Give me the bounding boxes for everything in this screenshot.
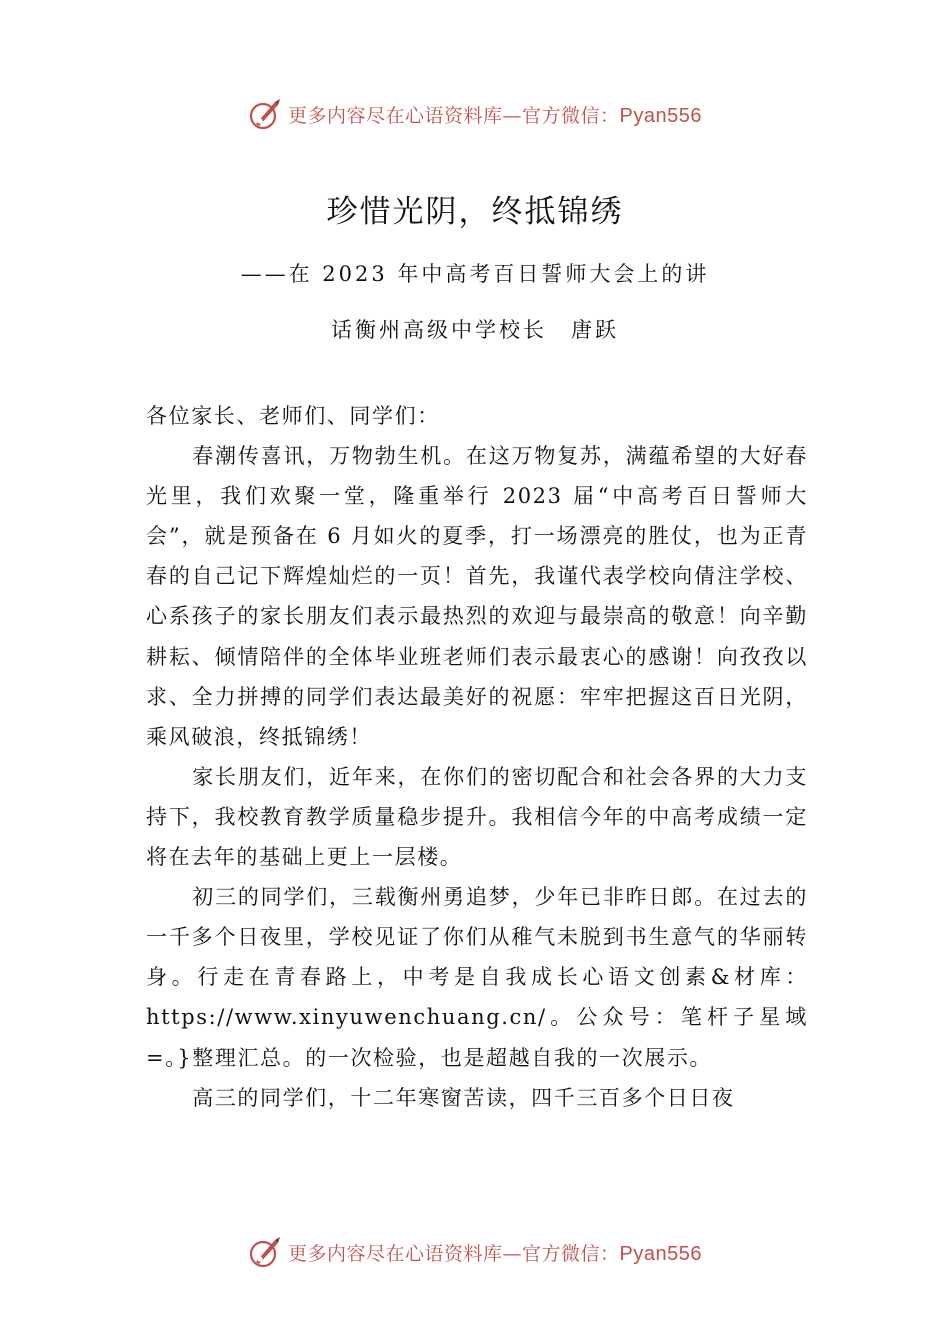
paragraph: 家长朋友们，近年来，在你们的密切配合和社会各界的大力支持下，我校教育教学质量稳步提升。我相信今年的中高考成绩一定将在去年的基础上更上一层楼。 (146, 764, 808, 870)
salutation: 各位家长、老师们、同学们： (146, 404, 440, 428)
watermark-text: 更多内容尽在心语资料库—官方微信：Pyan556 (288, 1242, 702, 1265)
paragraph: 春潮传喜讯，万物勃生机。在这万物复苏，满蕴希望的大好春光里，我们欢聚一堂，隆重举行 2023 届“中高考百日誓师大会”，就是预备在 6 月如火的夏季，打一场漂亮的胜仗，也为正青春的自己记下辉煌灿烂的一页！首先，我谨代表学校向倩注学校、心系孩子的家长朋友们表示最热烈的欢迎与最崇高的敬意！向辛勤耕耘、倾情陪伴的全体毕业班老师们表示最衷心的感谢！向孜孜以求、全力拼搏的同学们表达最美好的祝愿：牢牢把握这百日光阴，乘风破浪，终抵锦绣！ (146, 444, 808, 749)
header-watermark (0, 94, 950, 134)
quill-logo-icon (248, 1235, 282, 1269)
paragraph: 初三的同学们，三载衡州勇追梦，少年已非昨日郎。在过去的一千多个日夜里，学校见证了你们从稚气未脱到书生意气的华丽转身。行走在青春路上，中考是自我成长心语文创素&材库：https://www.xinyuwenchuang.cn/。公众号：笔杆子星域=。}整理汇总。的一次检验，也是超越自我的一次展示。 (146, 885, 808, 1070)
watermark-text: 更多内容尽在心语资料库—官方微信：Pyan556 (288, 104, 702, 127)
watermark-account: Pyan556 (619, 1242, 702, 1265)
document-subtitle-line1: ——在 2023 年中高考百日誓师大会上的讲 (240, 262, 710, 286)
document-subtitle-line2: 话衡州高级中学校长 唐跃 (331, 318, 619, 342)
document-title: 珍惜光阴，终抵锦绣 (326, 194, 624, 230)
watermark-account: Pyan556 (619, 104, 702, 127)
paragraph: 高三的同学们，十二年寒窗苦读，四千三百多个日日夜 (192, 1085, 735, 1110)
document-body (146, 396, 808, 1118)
footer-watermark (0, 1232, 950, 1272)
quill-logo-icon (248, 97, 282, 131)
